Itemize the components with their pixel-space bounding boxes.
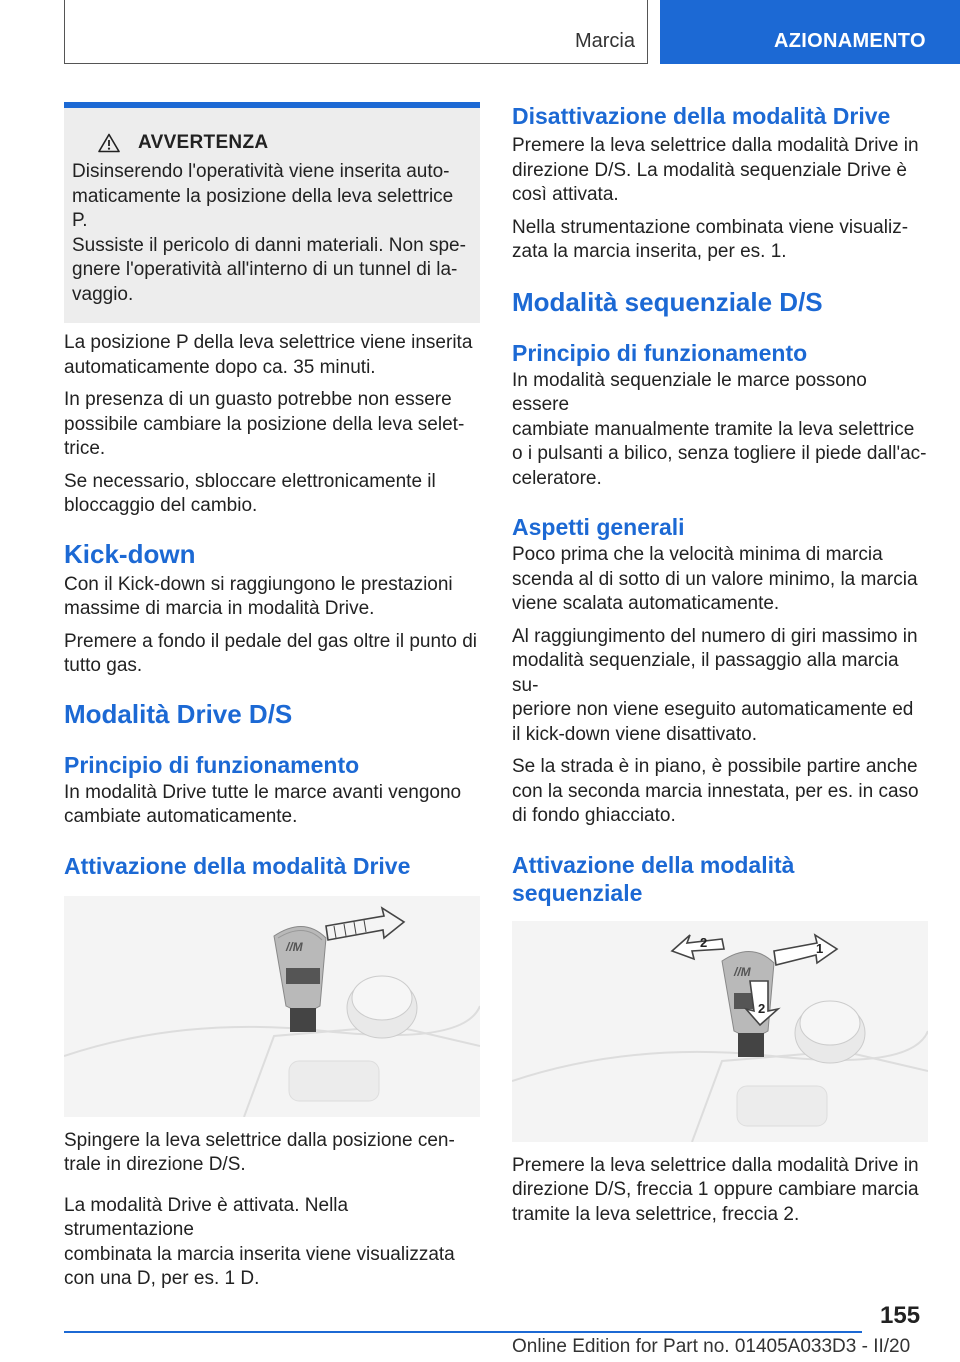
arrow-label-2: 2 [758, 1000, 766, 1016]
paragraph: Poco prima che la velocità minima di marcia scenda al di sotto di un valore minimo, la marcia viene scalata automaticamente. [512, 544, 918, 614]
paragraph: Al raggiungimento del numero di giri massimo in modalità sequenziale, il passaggio alla marcia su- periore non viene eseguito automaticamente ed il kick-down viene disattivato. [512, 625, 918, 745]
header-chapter-label: AZIONAMENTO [774, 30, 926, 52]
header-section-box [64, 0, 648, 64]
paragraph: Nella strumentazione combinata viene visualiz- zata la marcia inserita, per es. 1. [512, 216, 909, 262]
left-column [64, 102, 480, 1300]
kickdown-heading: Kick-down [64, 538, 196, 569]
paragraph: La modalità Drive è attivata. Nella strumentazione combinata la marcia inserita viene visualizzata con una D, per es. 1 D. [64, 1194, 455, 1289]
header-section-label: Marcia [574, 30, 635, 52]
paragraph: Con il Kick-down si raggiungono le prestazioni massime di marcia in modalità Drive. [64, 573, 453, 619]
footer-divider [64, 1331, 862, 1333]
principle-heading: Principio di funzionamento [64, 751, 360, 778]
sequential-mode-heading: Modalità sequenziale D/S [512, 286, 823, 317]
activation-drive-heading: Attivazione della modalità Drive [64, 852, 411, 879]
image-caption: Premere la leva selettrice dalla modalità Drive in direzione D/S, freccia 1 oppure cambiare marcia tramite la leva selettrice, freccia 2. [512, 1154, 919, 1225]
arrow-label-1: 1 [816, 940, 824, 956]
warning-title: AVVERTENZA [138, 132, 269, 153]
principle-heading: Principio di funzionamento [512, 339, 808, 366]
paragraph: In presenza di un guasto potrebbe non essere possibile cambiare la posizione della leva selet- trice. [64, 389, 465, 459]
general-aspects-heading: Aspetti generali [512, 514, 685, 540]
paragraph: La posizione P della leva selettrice viene inserita automaticamente dopo ca. 35 minuti. [64, 332, 473, 378]
paragraph: In modalità Drive tutte le marce avanti vengono cambiate automaticamente. [64, 781, 462, 827]
image-caption: Spingere la leva selettrice dalla posizione cen- trale in direzione D/S. [64, 1129, 455, 1175]
paragraph: Se necessario, sbloccare elettronicamente il bloccaggio del cambio. [64, 470, 436, 516]
gear-lever-drive-image [64, 896, 480, 1117]
arrow-label-2: 2 [700, 934, 708, 950]
warning-text: Disinserendo l'operatività viene inserita auto- maticamente la posizione della leva selettrice P. Sussiste il pericolo di danni materiali. Non spe- gnere l'operatività all'interno di un tunnel di la- vaggio. [72, 161, 466, 305]
right-column [512, 102, 928, 1235]
paragraph: Premere a fondo il pedale del gas oltre il punto di tutto gas. [64, 630, 477, 676]
paragraph: In modalità sequenziale le marce possono essere cambiate manualmente tramite la leva selettrice o i pulsanti a bilico, senza togliere il piede dall'ac- celeratore. [512, 369, 927, 489]
activation-sequential-heading: Attivazione della modalità sequenziale [512, 851, 795, 906]
paragraph: Se la strada è in piano, è possibile partire anche con la seconda marcia innestata, per es. in caso di fondo ghiacciato. [512, 756, 919, 826]
warning-triangle-icon [98, 133, 120, 153]
page-number: 155 [880, 1302, 921, 1329]
svg-text://M: //M [734, 964, 751, 979]
deactivation-heading: Disattivazione della modalità Drive [512, 103, 891, 129]
paragraph: Premere la leva selettrice dalla modalità Drive in direzione D/S. La modalità sequenziale Drive è così attivata. [512, 135, 919, 205]
gear-lever-sequential-image [512, 921, 928, 1142]
svg-text://M: //M [286, 939, 303, 954]
drive-mode-heading: Modalità Drive D/S [64, 698, 293, 729]
footer-edition: Online Edition for Part no. 01405A033D3 - II/20 [512, 1336, 911, 1357]
header-chapter-tab[interactable] [660, 0, 960, 64]
warning-box [64, 102, 480, 323]
